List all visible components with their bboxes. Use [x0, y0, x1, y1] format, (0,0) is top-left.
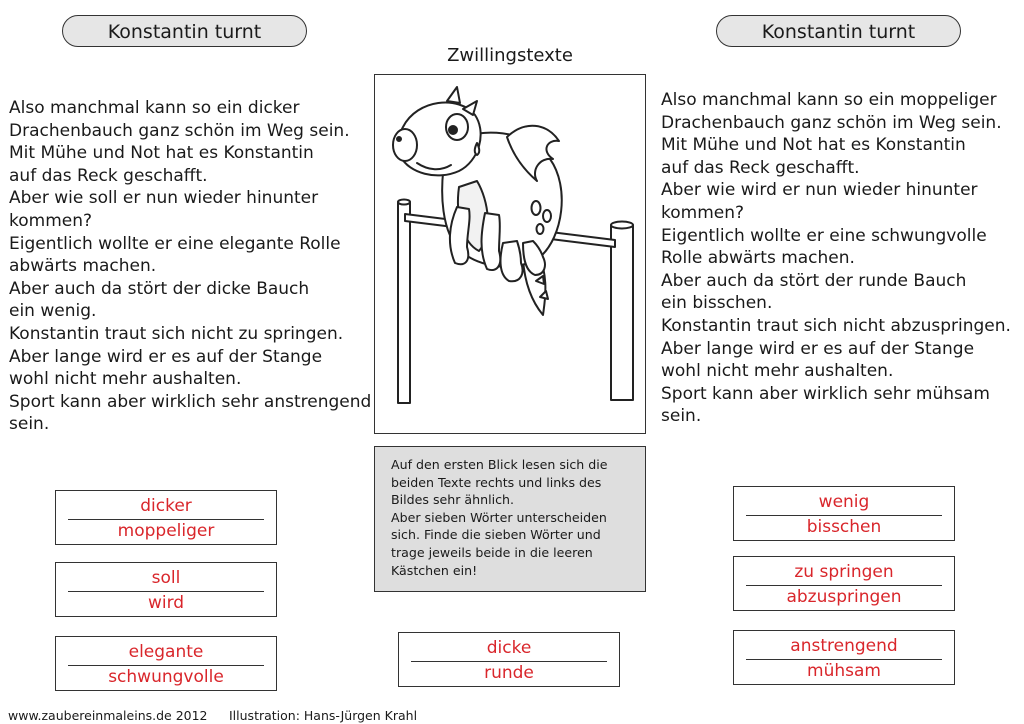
instruction-line: beiden Texte rechts und links des — [391, 474, 602, 490]
footer-credit: Illustration: Hans-Jürgen Krahl — [229, 708, 418, 723]
answer-word-right: schwungvolle — [108, 667, 224, 687]
text-line: auf das Reck geschafft. — [9, 165, 208, 186]
instruction-line: sich. Finde die sieben Wörter und — [391, 527, 601, 543]
answer-word-left: soll — [151, 568, 181, 588]
instruction-line: Auf den ersten Blick lesen sich die — [391, 457, 608, 472]
answer-divider — [746, 515, 942, 516]
answer-box-4[interactable] — [398, 632, 620, 687]
text-line: Sport kann aber wirklich sehr mühsam — [661, 383, 990, 404]
answer-word-right: runde — [484, 663, 534, 683]
text-line: Aber auch da stört der dicke Bauch — [9, 278, 310, 299]
answer-box-5[interactable] — [733, 486, 955, 541]
text-line: Eigentlich wollte er eine schwungvolle — [661, 225, 987, 246]
answer-word-right: mühsam — [807, 661, 881, 681]
instruction-line: Aber sieben Wörter unterscheiden — [391, 509, 607, 525]
answer-word-left: zu springen — [794, 562, 894, 582]
answer-word-right: moppeliger — [117, 521, 215, 541]
answer-box-1[interactable] — [55, 490, 277, 545]
text-line: Also manchmal kann so ein moppeliger — [661, 90, 997, 110]
answer-word-left: elegante — [128, 642, 204, 662]
answer-box-6[interactable] — [733, 556, 955, 611]
answer-box-3[interactable] — [55, 636, 277, 691]
illustration-frame — [374, 74, 646, 434]
instruction-line: Bildes sehr ähnlich. — [391, 492, 515, 508]
text-line: Eigentlich wollte er eine elegante Rolle — [9, 233, 341, 254]
text-line: kommen? — [661, 202, 745, 223]
answer-word-right: wird — [147, 593, 185, 613]
left-text — [9, 97, 374, 436]
answer-word-left: dicker — [140, 496, 192, 516]
text-line: Rolle abwärts machen. — [661, 248, 855, 269]
text-line: Mit Mühe und Not hat es Konstantin — [9, 143, 314, 164]
answer-divider — [746, 659, 942, 660]
text-line: Konstantin traut sich nicht zu springen. — [9, 323, 344, 344]
answer-word-right: bisschen — [806, 517, 882, 537]
text-line: wohl nicht mehr aushalten. — [661, 361, 894, 382]
answer-word-left: anstrengend — [790, 636, 898, 656]
text-line: Aber lange wird er es auf der Stange — [661, 338, 975, 359]
answer-divider — [68, 665, 264, 666]
answer-word-left: wenig — [818, 492, 870, 512]
left-title-pill — [62, 15, 307, 47]
text-line: Aber wie wird er nun wieder hinunter — [661, 180, 978, 201]
right-title-pill — [716, 15, 961, 47]
text-line: Aber auch da stört der runde Bauch — [661, 270, 967, 291]
footer-website: www.zaubereinmaleins.de 2012 — [8, 708, 208, 723]
dragon-on-bar-illustration — [375, 75, 644, 432]
instructions-box — [374, 446, 646, 592]
text-line: auf das Reck geschafft. — [661, 157, 860, 178]
text-line: sein. — [661, 406, 702, 427]
text-line: Also manchmal kann so ein dicker — [9, 98, 300, 118]
answer-box-2[interactable] — [55, 562, 277, 617]
answer-divider — [68, 591, 264, 592]
text-line: Sport kann aber wirklich sehr anstrengend — [9, 391, 372, 412]
text-line: abwärts machen. — [9, 256, 157, 277]
worksheet-title: Zwillingstexte — [447, 45, 573, 66]
text-line: Aber lange wird er es auf der Stange — [9, 346, 323, 367]
answer-word-right: abzuspringen — [786, 587, 902, 607]
text-line: Mit Mühe und Not hat es Konstantin — [661, 135, 966, 156]
answer-box-7[interactable] — [733, 630, 955, 685]
text-line: Drachenbauch ganz schön im Weg sein. — [661, 112, 1002, 133]
answer-divider — [68, 519, 264, 520]
right-text — [661, 89, 1023, 428]
text-line: Drachenbauch ganz schön im Weg sein. — [9, 120, 350, 141]
answer-word-left: dicke — [486, 638, 532, 658]
instruction-line: Kästchen ein! — [391, 562, 478, 578]
left-title: Konstantin turnt — [107, 21, 262, 43]
text-line: sein. — [9, 414, 50, 435]
text-line: Konstantin traut sich nicht abzuspringen. — [661, 315, 1011, 336]
right-title: Konstantin turnt — [761, 21, 916, 43]
text-line: wohl nicht mehr aushalten. — [9, 369, 242, 390]
answer-divider — [411, 661, 607, 662]
text-line: ein bisschen. — [661, 293, 773, 314]
answer-divider — [746, 585, 942, 586]
text-line: ein wenig. — [9, 301, 97, 322]
text-line: Aber wie soll er nun wieder hinunter — [9, 188, 319, 209]
text-line: kommen? — [9, 210, 93, 231]
instruction-line: trage jeweils beide in die leeren — [391, 544, 593, 560]
